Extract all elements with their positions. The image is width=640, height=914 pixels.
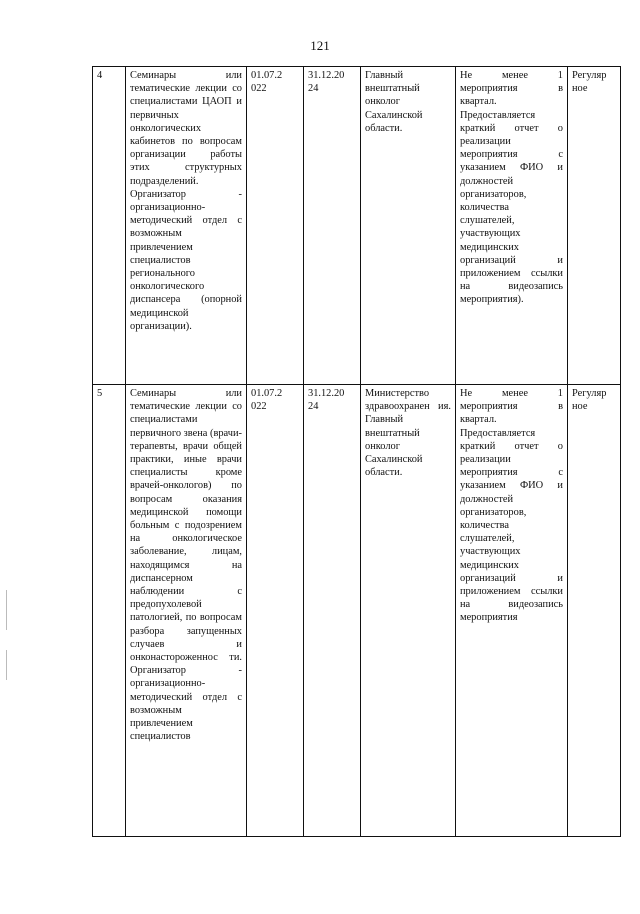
row-number: 4 [93,67,126,385]
activity-description: Семинары или тематические лекции со специалистами первичного звена (врачи-терапевты, врачи общей практики, иные врачи специалисты кроме врачей-онкологов) по вопросам оказания медицинской помощи больным с подозрением на онкологическое заболевание, лицам, находящимся на диспансерном наблюдении с предопухолевой патологией, по вопросам разбора запущенных случаев и онконастороженнос ти. Организатор - организационно-методический отдел с возможным привлечением специалистов [126,385,247,837]
scan-edge-mark [6,590,7,630]
page-number: 121 [310,38,330,53]
start-date: 01.07.2 022 [247,385,304,837]
scan-edge-mark [6,650,7,680]
activity-plan-table [92,66,621,837]
end-date: 31.12.20 24 [304,67,361,385]
periodicity: Регуляр ное [568,67,621,385]
start-date: 01.07.2 022 [247,67,304,385]
table-row [93,67,621,385]
responsible-party: Министерство здравоохранен ия. Главный внештатный онколог Сахалинской области. [361,385,456,837]
activity-description: Семинары или тематические лекции со специалистами ЦАОП и первичных онкологических кабинетов по вопросам организации работы этих структурных подразделений. Организатор - организационно-методический отдел с возможным привлечением специалистов регионального онкологического диспансера (опорной медицинской организации). [126,67,247,385]
row-number: 5 [93,385,126,837]
reporting-requirements: Не менее 1 мероприятия в квартал. Предоставляется краткий отчет о реализации мероприятия с указанием ФИО и должностей организаторов, количества слушателей, участвующих медицинских организаций и приложением ссылки на видеозапись мероприятия). [456,67,568,385]
periodicity: Регуляр ное [568,385,621,837]
table-row [93,385,621,837]
end-date: 31.12.20 24 [304,385,361,837]
reporting-requirements: Не менее 1 мероприятия в квартал. Предоставляется краткий отчет о реализации мероприятия с указанием ФИО и должностей организаторов, количества слушателей, участвующих медицинских организаций и приложением ссылки на видеозапись мероприятия [456,385,568,837]
responsible-party: Главный внештатный онколог Сахалинской области. [361,67,456,385]
